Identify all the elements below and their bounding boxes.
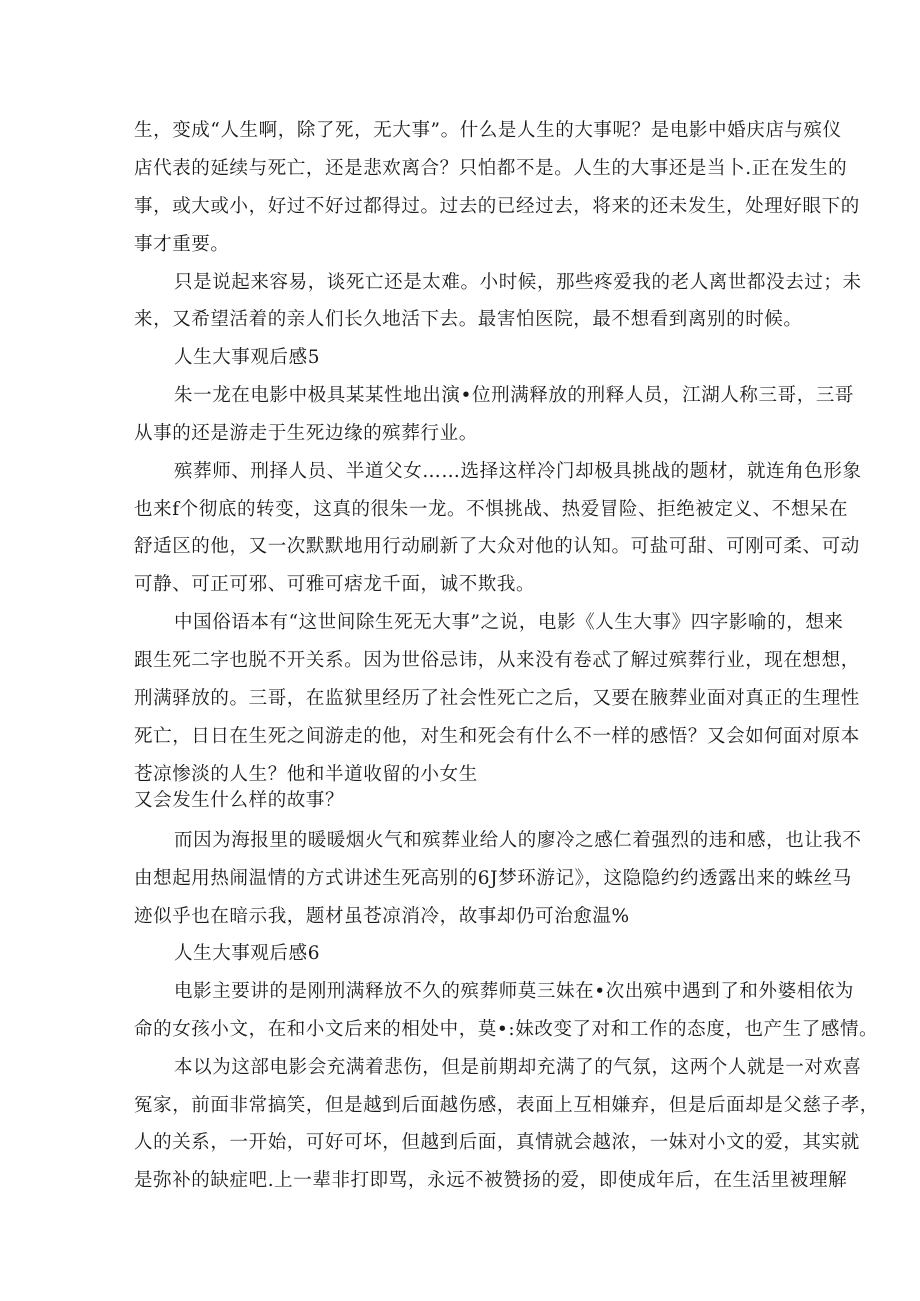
text-line: 生，变成“人生啊，除了死，无大事”。什么是人生的大事呢？是电影中婚庆店与殡仪 — [134, 120, 842, 141]
text-line: 跟生死二字也脱不开关系。因为世俗忌讳，从来没有卷忒了解过殡葬行业，现在想想， — [134, 650, 860, 671]
text-line: 又会发生什么样的故事？ — [134, 790, 345, 811]
text-line: 冤家，前面非常搞笑，但是越到后面越伤感，表面上互相嫌弃，但是后面却是父慈子孝， — [134, 1095, 879, 1116]
text-line: 店代表的延续与死亡，还是悲欢离合？只怕都不是。人生的大事还是当卜.正在发生的 — [134, 158, 848, 179]
text-line: 是弥补的缺症吧.上一辈非打即骂，永远不被赞扬的爱，即使成年后，在生活里被理解 — [134, 1170, 848, 1191]
text-line: 而因为海报里的暖暖烟火气和殡葬业给人的廖冷之感仁着强烈的违和感，也让我不 — [174, 830, 862, 851]
text-line: 人的关系，一开始，可好可坏，但越到后面，真情就会越浓，一妹对小文的爱，其实就 — [134, 1132, 860, 1153]
text-line: 由想起用热闹温情的方式讲述生死高别的6J梦环游记》，这隐隐约约透露出来的蛛丝马 — [134, 868, 852, 889]
text-line: 中国俗语本有“这世间除生死无大事”之说，电影《人生大事》四字影喻的，想来 — [174, 612, 844, 633]
text-line: 来，又希望活着的亲人们长久地活下去。最害怕医院，最不想看到离别的时候。 — [134, 309, 803, 330]
text-line: 事，或大或小，好过不好过都得过。过去的已经过去，将来的还未发生，处理好眼下的 — [134, 196, 860, 217]
text-line: 朱一龙在电影中极具某某性地出演•位刑满释放的刑释人员，江湖人称三哥，三哥 — [174, 385, 855, 406]
text-line: 只是说起来容易，谈死亡还是太难。小时候，那些疼爱我的老人离世都没去过；未 — [174, 272, 862, 293]
text-line: 刑满驿放的。三哥，在监狱里经历了社会性死亡之后，又要在腋葬业面对真正的生理性 — [134, 688, 860, 709]
section-heading: 人生大事观后感5 — [174, 347, 321, 368]
text-line: 可静、可正可邪、可雅可痞龙千面，诚不欺我。 — [134, 574, 536, 595]
text-line: 从事的还是游走于生死边缘的殡葬行业。 — [134, 423, 478, 444]
text-line: 舒适区的他，又一次默默地用行动刷新了大众对他的认知。可盐可甜、可刚可柔、可动 — [134, 536, 860, 557]
text-line: 也来f个彻底的转变，这真的很朱一龙。不惧挑战、热爱冒险、拒绝被定义、不想呆在 — [134, 499, 849, 520]
text-line: 事才重要。 — [134, 234, 230, 255]
text-line: 死亡，日日在生死之间游走的他，对生和死会有什么不一样的感悟？又会如何面对原本 — [134, 726, 860, 747]
text-line: 迹似乎也在暗示我，题材虽苍凉消冷，故事却仍可治愈温% — [134, 906, 630, 927]
text-line: 苍凉惨淡的人生？他和半道收留的小女生 — [134, 764, 478, 785]
section-heading: 人生大事观后感6 — [174, 943, 321, 964]
text-line: 命的女孩小文，在和小文后来的相处中，莫•:妹改变了对和工作的态度，也产生了感情。 — [134, 1019, 879, 1040]
text-line: 电影主要讲的是刚刑满释放不久的殡葬师莫三妹在•次出殡中遇到了和外婆相依为 — [174, 981, 855, 1002]
text-line: 本以为这部电影会充满着悲伤，但是前期却充满了的气氛，这两个人就是一对欢喜 — [174, 1057, 862, 1078]
text-line: 殡葬师、刑择人员、半道父女……选择这样冷门却极具挑战的题材，就连角色形象 — [174, 461, 862, 482]
